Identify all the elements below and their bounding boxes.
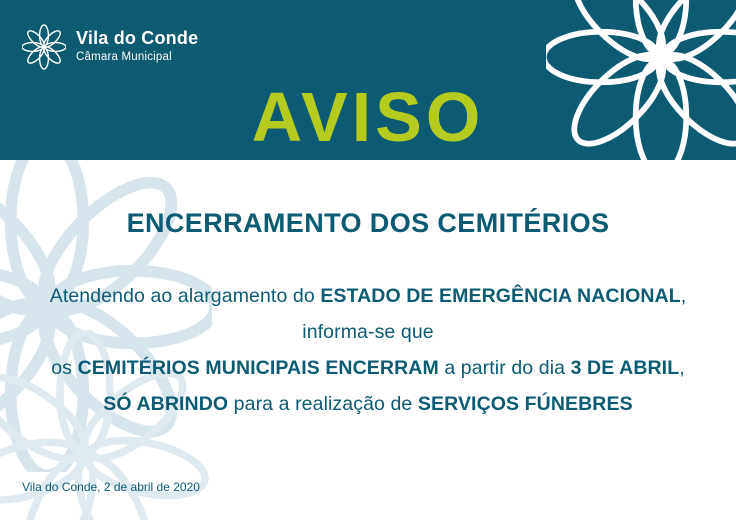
notice-emphasis: ESTADO DE EMERGÊNCIA NACIONAL — [320, 285, 681, 307]
notice-emphasis: SERVIÇOS FÚNEBRES — [417, 393, 633, 415]
brand-text — [76, 29, 198, 65]
notice-text: , — [680, 285, 687, 307]
notice-text: informa-se que — [302, 321, 434, 343]
notice-emphasis: SÓ ABRINDO — [103, 393, 229, 415]
flower-logo-icon — [22, 24, 66, 70]
brand-subtitle: Câmara Municipal — [76, 51, 172, 63]
notice-text: a partir do dia — [438, 357, 571, 379]
page-title: AVISO — [251, 78, 485, 156]
notice-emphasis: 3 DE ABRIL — [570, 357, 680, 379]
notice-body-line — [0, 278, 736, 314]
brand-name: Vila do Conde — [76, 28, 199, 49]
notice-body — [0, 278, 736, 422]
notice-text: os — [51, 357, 78, 379]
notice-emphasis: CEMITÉRIOS MUNICIPAIS ENCERRAM — [77, 357, 439, 379]
notice-text: , — [679, 357, 685, 379]
notice-text: para a realização de — [228, 393, 418, 415]
brand-logo — [22, 24, 198, 70]
notice-text: Atendendo ao alargamento do — [49, 285, 321, 307]
notice-body-line — [0, 314, 736, 350]
notice-body-line — [0, 386, 736, 422]
footer-place-date: Vila do Conde, 2 de abril de 2020 — [22, 480, 200, 494]
notice-subtitle: ENCERRAMENTO DOS CEMITÉRIOS — [126, 208, 610, 238]
notice-body-line — [0, 350, 736, 386]
